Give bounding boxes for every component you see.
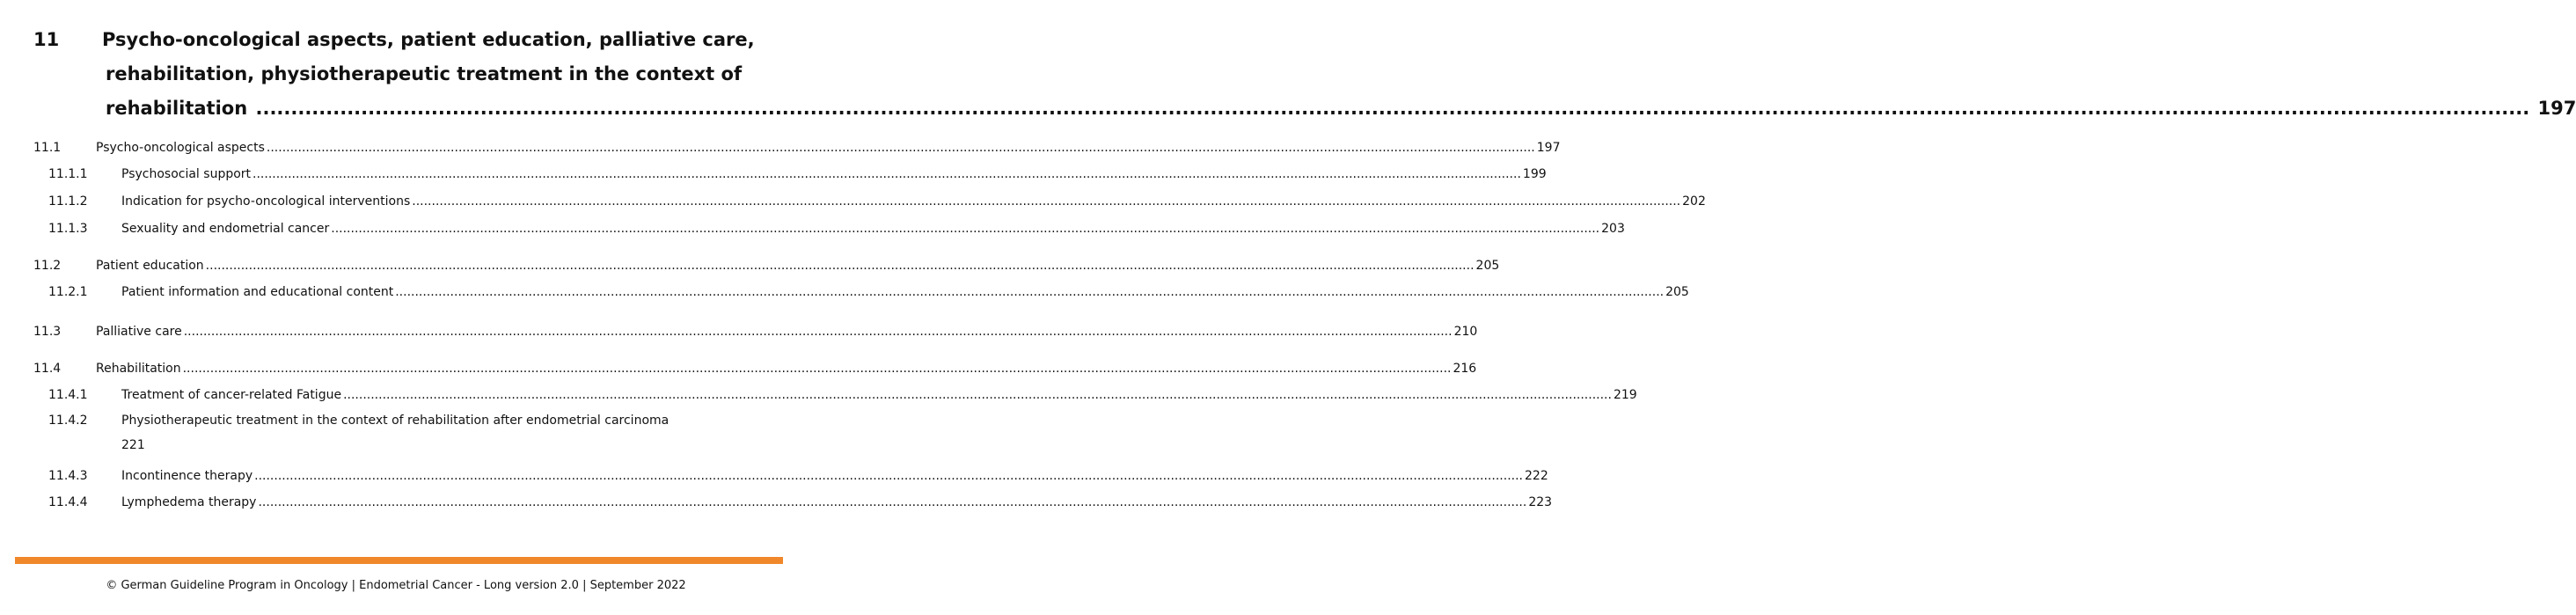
toc-entry-title: Lymphedema therapy (121, 495, 257, 509)
toc-entry-body (96, 255, 1500, 276)
chapter-number: 11 (33, 29, 60, 50)
toc-entry-11-4[interactable] (33, 358, 1477, 379)
toc-entry-page: 202 (1682, 194, 1706, 209)
toc-entry-11-4-4[interactable] (33, 492, 1553, 513)
toc-entry-11-4-3[interactable] (33, 465, 1548, 487)
toc-entry-number: 11.1 (33, 141, 62, 155)
toc-entry-title: Incontinence therapy (121, 469, 253, 483)
chapter-title-line-3 (102, 92, 2576, 126)
toc-entry-page: 223 (1528, 495, 1553, 509)
toc-entry-title: Palliative care (96, 325, 182, 339)
leader-dots (412, 191, 1680, 212)
toc-entry-11-2[interactable] (33, 255, 1500, 276)
toc-entry-11-1-1[interactable] (33, 164, 1547, 185)
leader-dots (254, 465, 1523, 487)
chapter-title[interactable] (102, 23, 2576, 126)
toc-entry-page: 210 (1453, 325, 1478, 339)
toc-entry-page: 203 (1601, 222, 1625, 236)
toc-entry-11-3[interactable] (33, 321, 1478, 342)
toc-entry-body (96, 321, 1478, 342)
leader-dots (267, 137, 1535, 158)
chapter-title-text: rehabilitation (106, 98, 248, 119)
footer-divider-bar (15, 557, 783, 564)
toc-entry-body (121, 282, 1689, 303)
leader-dots (184, 321, 1453, 342)
toc-entry-body (121, 164, 1547, 185)
toc-entry-number: 11.2.1 (48, 285, 88, 299)
toc-entry-number: 11.1.2 (48, 194, 88, 209)
leader-dots (255, 98, 2529, 119)
toc-entry-title: Psychosocial support (121, 167, 252, 181)
toc-entry-11-2-1[interactable] (33, 282, 1689, 303)
toc-entry-number: 11.2 (33, 259, 62, 273)
toc-entry-11-1-2[interactable] (33, 191, 1706, 212)
toc-entry-body (96, 358, 1477, 379)
toc-entry-number: 11.3 (33, 325, 62, 339)
toc-entry-title: Sexuality and endometrial cancer (121, 222, 330, 236)
toc-entry-number: 11.4.2 (48, 414, 88, 428)
leader-dots (183, 358, 1452, 379)
toc-entry-11-4-1[interactable] (33, 384, 1637, 406)
chapter-title-line-1: Psycho-oncological aspects, patient education, palliative care, (102, 29, 755, 50)
toc-entry-body (96, 137, 1561, 158)
toc-entry-page: 205 (1475, 259, 1500, 273)
leader-dots (395, 282, 1664, 303)
toc-entry-11-4-2[interactable] (33, 408, 764, 458)
toc-entry-title: Rehabilitation (96, 362, 181, 376)
toc-entry-body (121, 408, 764, 458)
toc-entry-number: 11.1.3 (48, 222, 88, 236)
toc-entry-page: 221 (121, 438, 145, 452)
toc-entry-title: Psycho-oncological aspects (96, 141, 265, 155)
toc-entry-title: Patient information and educational content (121, 285, 394, 299)
toc-entry-body (121, 191, 1706, 212)
toc-entry-number: 11.4.1 (48, 388, 88, 402)
toc-entry-page: 219 (1613, 388, 1637, 402)
toc-entry-number: 11.1.1 (48, 167, 88, 181)
toc-entry-11-1-3[interactable] (33, 218, 1625, 239)
toc-entry-body (121, 465, 1548, 487)
toc-entry-number: 11.4 (33, 362, 62, 376)
chapter-page-number: 197 (2537, 98, 2576, 119)
leader-dots (331, 218, 1599, 239)
toc-entry-body (121, 384, 1637, 406)
toc-entry-number: 11.4.3 (48, 469, 88, 483)
toc-entry-body (121, 218, 1625, 239)
footer-copyright: © German Guideline Program in Oncology | Endometrial Cancer - Long version 2.0 | September 2022 (106, 579, 686, 592)
toc-entry-11-1[interactable] (33, 137, 1561, 158)
toc-entry-number: 11.4.4 (48, 495, 88, 509)
toc-entry-title: Physiotherapeutic treatment in the context of rehabilitation after endometrial carcinoma (121, 414, 670, 428)
toc-entry-body (121, 492, 1553, 513)
toc-entry-page: 199 (1522, 167, 1547, 181)
toc-entry-page: 222 (1525, 469, 1548, 483)
toc-entry-page: 216 (1453, 362, 1477, 376)
leader-dots (343, 384, 1612, 406)
toc-entry-title: Patient education (96, 259, 204, 273)
leader-dots (252, 164, 1521, 185)
chapter-title-line-2: rehabilitation, physiotherapeutic treatment in the context of (106, 63, 743, 84)
toc-entry-title: Indication for psycho-oncological interventions (121, 194, 411, 209)
toc-entry-page: 197 (1536, 141, 1561, 155)
toc-entry-page: 205 (1665, 285, 1689, 299)
leader-dots (258, 492, 1526, 513)
leader-dots (206, 255, 1475, 276)
toc-entry-title: Treatment of cancer-related Fatigue (121, 388, 342, 402)
